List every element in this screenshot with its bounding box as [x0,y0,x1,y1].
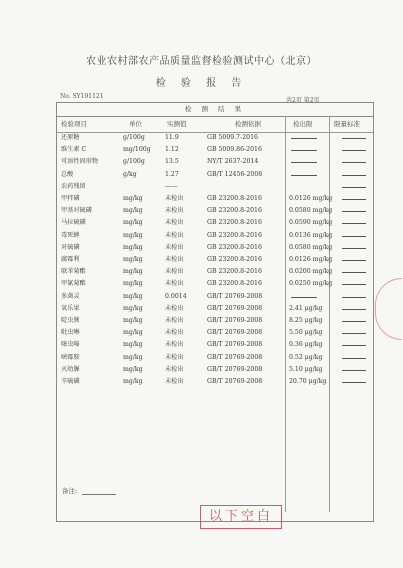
cell-item: 还原糖 [61,134,80,141]
cell-limit: 5.10 μg/kg [289,365,323,373]
cell-limit: 2.41 μg/kg [289,304,323,312]
cell-unit: mg/100g [123,146,151,154]
standard-dash [342,162,366,163]
cell-method: NY/T 2637-2014 [207,158,259,166]
cell-value: 未检出 [165,231,184,239]
cell-method: GB/T 12456-2008 [207,170,263,178]
cell-unit: mg/kg [123,292,143,300]
cell-value: 未检出 [165,195,184,202]
limit-dash [291,150,317,151]
limit-dash [291,162,317,163]
standard-dash [342,187,366,188]
cell-limit: 0.36 μg/kg [289,341,323,349]
cell-value: 未检出 [165,353,184,361]
results-table-title: 检 测 结 果 [57,103,373,117]
standard-dash [342,223,366,224]
cell-item: 噻虫嗪 [61,341,80,349]
cell-method: GB 23200.8-2016 [207,195,262,202]
cell-limit: 0.0126 mg/kg [289,256,333,263]
report-issuer-title: 农业农村部农产品质量监督检验测试中心（北京） [86,56,317,67]
cell-method: GB/T 20769-2008 [207,292,263,300]
standard-dash [342,358,366,359]
cell-value: 未检出 [165,268,184,276]
standard-dash [342,370,366,371]
cell-item: 维生素 C [61,146,87,154]
cell-item: 农药残留 [61,182,86,190]
col-header-standard: 限量标准 [334,120,360,128]
cell-unit: mg/kg [123,304,143,312]
standard-dash [342,284,366,285]
cell-value: 1.12 [165,146,179,154]
cell-item: 马拉硫磷 [61,219,86,227]
cell-value: —— [165,182,178,190]
cell-method: GB 23200.8-2016 [207,256,262,263]
column-divider-limit [285,116,286,512]
page-indicator: 共2页 第2页 [286,97,320,104]
cell-limit: 0.0580 mg/kg [289,243,333,251]
notes-underline [82,494,116,495]
cell-method: GB/T 20769-2008 [207,304,263,312]
cell-unit: g/100g [123,134,145,141]
cell-method: GB 23200.8-2016 [207,231,262,239]
cell-unit: mg/kg [123,280,143,288]
col-header-limit: 检出限 [293,120,313,128]
official-seal-edge [375,278,402,340]
cell-value: 11.9 [165,134,179,141]
cell-method: GB 23200.8-2016 [207,268,262,276]
cell-item: 总酸 [61,170,74,178]
cell-item: 甲拌磷 [61,195,80,202]
cell-item: 嘧霉胺 [61,353,80,361]
cell-unit: mg/kg [123,195,143,202]
cell-method: GB/T 20769-2008 [207,365,263,373]
cell-limit: 0.0590 mg/kg [289,219,333,227]
cell-method: GB 23200.8-2016 [207,207,262,215]
cell-item: 吡虫啉 [61,329,80,337]
report-number: No. SY191121 [60,93,104,100]
standard-dash [342,297,366,298]
cell-unit: mg/kg [123,243,143,251]
standard-dash [342,272,366,273]
cell-value: 未检出 [165,280,184,288]
cell-unit: mg/kg [123,256,143,263]
cell-unit: mg/kg [123,207,143,215]
cell-value: 13.5 [165,158,179,166]
cell-method: GB 23200.8-2016 [207,243,262,251]
report-subtitle: 检 验 报 告 [155,78,248,89]
standard-dash [342,236,366,237]
standard-dash [342,150,366,151]
col-header-item: 检验项目 [61,120,87,128]
cell-item: 灭幼脲 [61,365,80,373]
standard-dash [342,199,366,200]
cell-method: GB 23200.8-2016 [207,280,262,288]
col-header-method: 检测依据 [235,120,261,128]
cell-unit: mg/kg [123,219,143,227]
cell-value: 未检出 [165,304,184,312]
header-divider [57,132,373,133]
cell-unit: mg/kg [123,268,143,276]
cell-method: GB/T 20769-2008 [207,317,263,324]
cell-item: 毒死蜱 [61,231,80,239]
cell-method: GB/T 20769-2008 [207,353,263,361]
cell-item: 多菌灵 [61,292,80,300]
cell-value: 未检出 [165,317,184,324]
cell-method: GB 23200.8-2016 [207,219,262,227]
cell-value: 未检出 [165,207,184,215]
cell-limit: 0.0126 mg/kg [289,195,333,202]
cell-unit: mg/kg [123,378,143,385]
limit-dash [291,297,317,298]
standard-dash [342,333,366,334]
cell-item: 联苯菊酯 [61,268,86,276]
standard-dash [342,382,366,383]
cell-limit: 20.70 μg/kg [289,378,327,385]
cell-value: 未检出 [165,329,184,337]
cell-unit: mg/kg [123,329,143,337]
blank-below-stamp: 以下空白 [200,505,282,529]
cell-item: 腐霉利 [61,256,80,263]
standard-dash [342,345,366,346]
cell-value: 未检出 [165,256,184,263]
cell-unit: g/kg [123,170,137,178]
cell-unit: mg/kg [123,341,143,349]
cell-unit: mg/kg [123,231,143,239]
cell-limit: 0.0136 mg/kg [289,231,333,239]
cell-method: GB/T 20769-2008 [207,378,263,385]
cell-item: 辛硫磷 [61,378,80,385]
cell-unit: g/100g [123,158,145,166]
cell-method: GB 5009.86-2016 [207,146,262,154]
limit-dash [291,175,317,176]
cell-method: GB/T 20769-2008 [207,329,263,337]
cell-value: 未检出 [165,378,184,385]
col-header-value: 实测值 [167,120,187,128]
standard-dash [342,248,366,249]
cell-value: 未检出 [165,365,184,373]
cell-method: GB 5009.7-2016 [207,134,258,141]
cell-limit: 0.0580 mg/kg [289,207,333,215]
cell-limit: 5.50 μg/kg [289,329,323,337]
cell-unit: mg/kg [123,353,143,361]
cell-value: 未检出 [165,243,184,251]
cell-limit: 8.25 μg/kg [289,317,323,324]
cell-item: 可溶性固形物 [61,158,99,166]
cell-value: 1.27 [165,170,179,178]
cell-limit: 0.52 μg/kg [289,353,323,361]
cell-value: 0.0014 [165,292,187,300]
col-header-unit: 单位 [129,120,142,128]
standard-dash [342,260,366,261]
results-table [56,102,374,522]
notes-label: 备注: [62,487,78,495]
standard-dash [342,211,366,212]
cell-item: 氧乐果 [61,304,80,312]
column-divider-standard [329,116,330,512]
standard-dash [342,175,366,176]
standard-dash [342,138,366,139]
cell-item: 对硫磷 [61,243,80,251]
standard-dash [342,309,366,310]
cell-item: 啶虫脒 [61,317,80,324]
cell-value: 未检出 [165,341,184,349]
limit-dash [291,138,317,139]
standard-dash [342,321,366,322]
cell-limit: 0.0250 mg/kg [289,280,333,288]
cell-item: 甲基对硫磷 [61,207,92,215]
cell-method: GB/T 20769-2008 [207,341,263,349]
cell-unit: mg/kg [123,365,143,373]
cell-limit: 0.0200 mg/kg [289,268,333,276]
cell-unit: mg/kg [123,317,143,324]
cell-item: 甲氰菊酯 [61,280,86,288]
cell-value: 未检出 [165,219,184,227]
